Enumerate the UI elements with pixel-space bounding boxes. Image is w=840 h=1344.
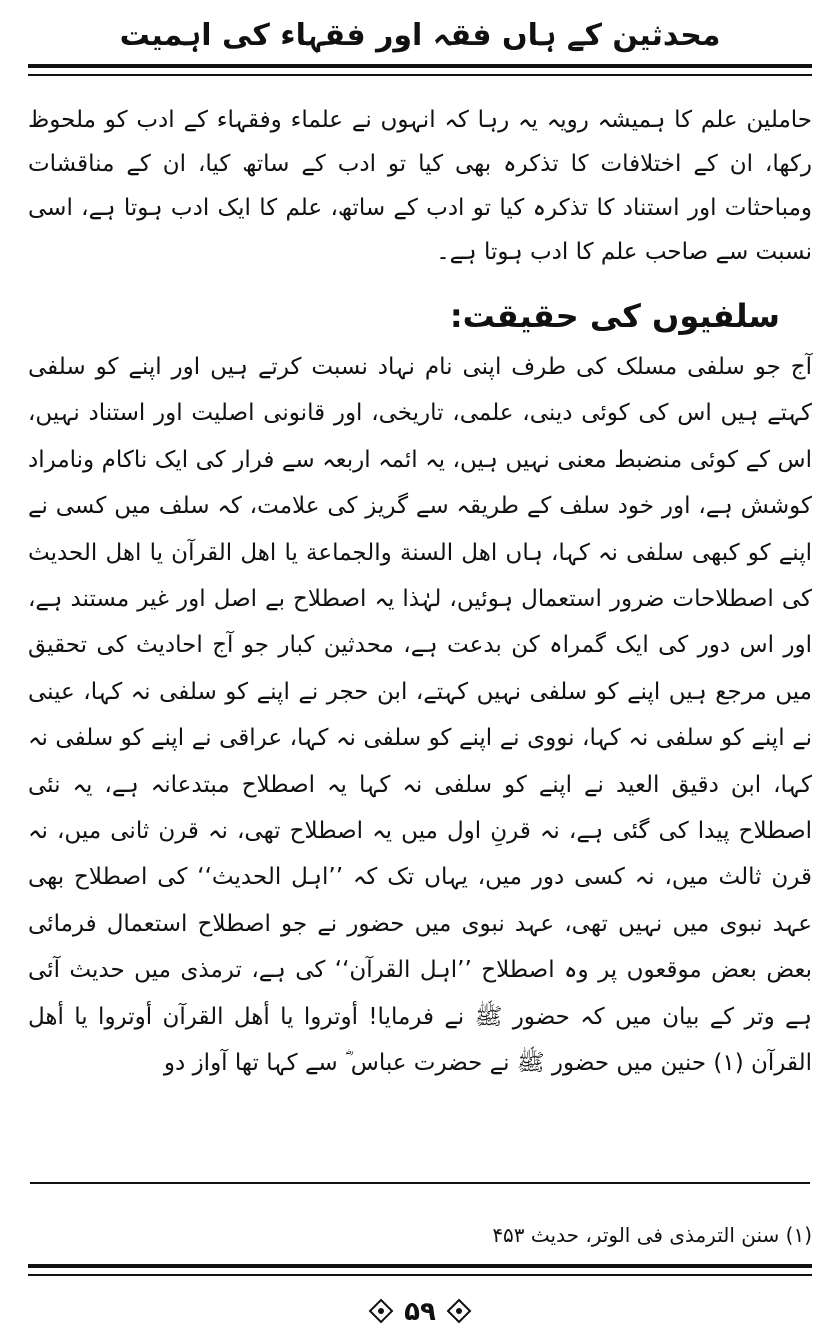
page-number-block (0, 1290, 840, 1338)
footer-rule-top (28, 1264, 812, 1268)
intro-text: حاملین علم کا ہمیشہ رویہ یہ رہا کہ انہوں نے علماء وفقہاء کے ادب کو ملحوظ رکھا، ان کے اختلافات کا تذکرہ بھی کیا تو ادب کے ساتھ کیا، ان کے مناقشات ومباحثات اور استناد کا تذکرہ کیا تو ادب کے ساتھ، علم کا ایک ادب ہوتا ہے، اسی نسبت سے صاحب علم کا ادب ہوتا ہے۔ (28, 107, 812, 265)
section-heading: سلفیوں کی حقیقت: (449, 297, 780, 335)
main-text: آج جو سلفی مسلک کی طرف اپنی نام نہاد نسبت کرتے ہیں اور اپنے کو سلفی کہتے ہیں اس کی کوئی دینی، علمی، تاریخی، اور قانونی اصلیت اور استناد نہیں، اس کے کوئی منضبط معنی نہیں ہیں، یہ ائمہ اربعہ سے فرار کی ایک ناکام ونامراد کوشش ہے، اور خود سلف کے طریقہ سے گریز کی علامت، کہ سلف میں کسی نے اپنے کو کبھی سلفی نہ کہا، ہاں اهل السنة والجماعة یا اهل القرآن یا اهل الحديث کی اصطلاحات ضرور استعمال ہوئیں، لہٰذا یہ اصطلاح بے اصل اور غیر مستند ہے، اور اس دور کی ایک گمراہ کن بدعت ہے، محدثین کبار جو آج احادیث کی تحقیق میں مرجع ہیں اپنے کو سلفی نہیں کہتے، ابن حجر نے اپنے کو سلفی نہ کہا، عینی نے اپنے کو سلفی نہ کہا، نووی نے اپنے کو سلفی نہ کہا، عراقی نے اپنے کو سلفی نہ کہا، ابن دقیق العید نے اپنے کو سلفی نہ کہا یہ اصطلاح مبتدعانہ ہے، یہ نئی اصطلاح پیدا کی گئی ہے، نہ قرنِ اول میں یہ اصطلاح تھی، نہ قرن ثانی میں، نہ قرن ثالث میں، نہ کسی دور میں، یہاں تک کہ ’’اہل الحدیث‘‘ کی اصطلاح بھی عہد نبوی میں نہیں تھی، عہد نبوی میں حضور نے جو اصطلاح استعمال فرمائی بعض بعض موقعوں پر وہ اصطلاح ’’اہل القرآن‘‘ کی ہے، ترمذی میں حدیث آئی ہے وتر کے بیان میں کہ حضور ﷺ نے فرمایا! أوتروا یا أهل القرآن أوتروا یا أهل القرآن (۱) حنین میں حضور ﷺ نے حضرت عباس ؓ سے کہا تھا آواز دو (28, 354, 812, 1077)
ornament-right-icon (446, 1298, 472, 1324)
intro-paragraph (28, 98, 812, 274)
header-rule-bottom (28, 74, 812, 76)
header-rule-top (28, 64, 812, 68)
footnote: (۱) سنن الترمذی فی الوتر، حدیث ۴۵۳ (492, 1223, 812, 1247)
footer-rule-bottom (28, 1274, 812, 1276)
footnote-divider (30, 1182, 810, 1184)
ornament-left-icon (368, 1298, 394, 1324)
page-title: محدثین کے ہاں فقہ اور فقہاء کی اہمیت (119, 18, 721, 53)
page-number-frame (364, 1290, 476, 1334)
page-number: ۵۹ (404, 1297, 436, 1327)
main-paragraph (28, 344, 812, 1087)
